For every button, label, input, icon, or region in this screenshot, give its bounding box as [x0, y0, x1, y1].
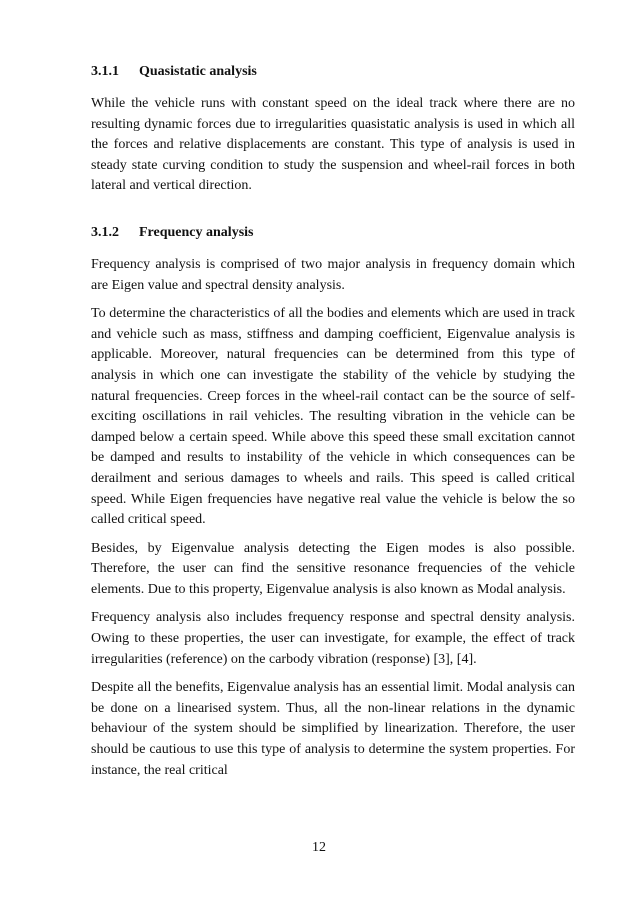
section-spacer	[91, 205, 575, 223]
section-number: 3.1.2	[91, 224, 119, 240]
paragraph: Frequency analysis is comprised of two major analysis in frequency domain which are Eigen value and spectral density analysis.	[91, 256, 575, 293]
paragraph: While the vehicle runs with constant speed on the ideal track where there are no resulting dynamic forces due to irregularities quasistatic analysis is used in which all the forces and relative displacements are constant. This type of analysis is used in steady state curving condition to study the suspension and wheel-rail forces in both lateral and vertical direction.	[91, 96, 575, 194]
section-title: Frequency analysis	[139, 224, 254, 240]
paragraph: Frequency analysis also includes frequency response and spectral density analysis. Owing to these properties, the user can investigate, for example, the effect of track irregularities (reference) on the carbody vibration (response) [3], [4].	[91, 610, 575, 667]
paragraph: Besides, by Eigenvalue analysis detecting the Eigen modes is also possible. Therefore, the user can find the sensitive resonance frequencies of the vehicle elements. Due to this property, Eigenvalue analysis is also known as Modal analysis.	[91, 540, 575, 597]
page-body	[91, 62, 575, 789]
paragraph: Despite all the benefits, Eigenvalue analysis has an essential limit. Modal analysis can be done on a linearised system. Thus, all the non-linear relations in the dynamic behaviour of the system should be simplified by linearization. Therefore, the user should be cautious to use this type of analysis to determine the system properties. For instance, the real critical	[91, 680, 575, 778]
page-number: 12	[312, 840, 326, 855]
paragraph: To determine the characteristics of all the bodies and elements which are used in track and vehicle such as mass, stiffness and damping coefficient, Eigenvalue analysis is applicable. Moreover, natural frequencies can be determined from this type of analysis in which one can investigate the stability of the vehicle by studying the natural frequencies. Creep forces in the wheel-rail contact can be the source of self-exciting oscillations in rail vehicles. The resulting vibration in the vehicle can be damped below a certain speed. While above this speed these small excitation cannot be damped and results to instability of the vehicle in which consequences can be derailment and serious damages to wheels and rails. This speed is called critical speed. While Eigen frequencies have negative real value the vehicle is below the so called critical speed.	[91, 306, 575, 528]
section-title: Quasistatic analysis	[139, 64, 257, 79]
section-heading-3-1-2	[91, 223, 575, 243]
section-number: 3.1.1	[91, 64, 119, 79]
section-heading-3-1-1	[91, 62, 575, 82]
